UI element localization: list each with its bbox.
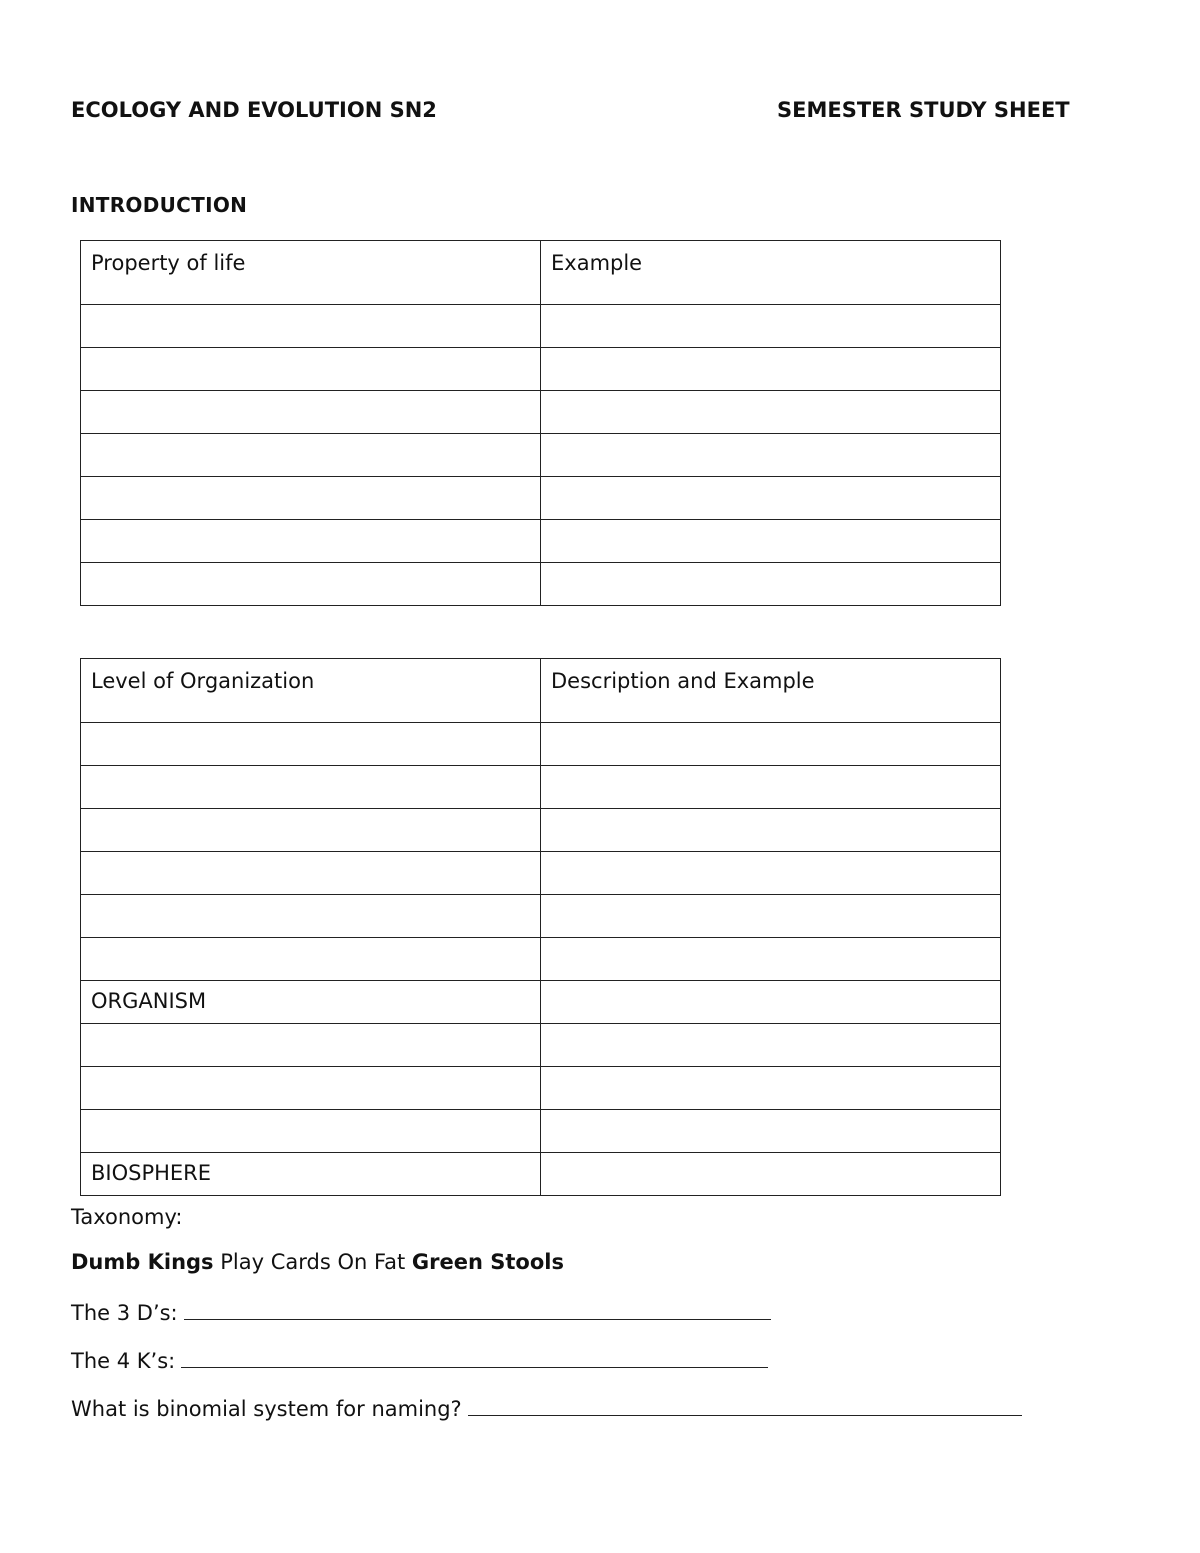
table-cell[interactable]	[81, 723, 541, 766]
table-cell[interactable]	[541, 391, 1001, 434]
table-row	[81, 895, 1001, 938]
column-header: Example	[541, 241, 1001, 305]
table-cell[interactable]	[541, 305, 1001, 348]
answer-blank-binomial[interactable]	[468, 1393, 1022, 1416]
table-header-row	[81, 659, 1001, 723]
table-row	[81, 938, 1001, 981]
table-row	[81, 434, 1001, 477]
table-cell[interactable]	[541, 434, 1001, 477]
table-cell[interactable]	[541, 1067, 1001, 1110]
table-cell[interactable]	[541, 723, 1001, 766]
table-cell[interactable]	[81, 766, 541, 809]
table-cell[interactable]	[541, 1110, 1001, 1153]
table-row	[81, 305, 1001, 348]
question-3ds	[71, 1297, 771, 1325]
column-header: Level of Organization	[81, 659, 541, 723]
properties-of-life-table	[80, 240, 1001, 606]
table-cell-biosphere[interactable]: BIOSPHERE	[81, 1153, 541, 1196]
mnemonic-bold-end: Green Stools	[411, 1250, 564, 1274]
table-cell[interactable]	[81, 434, 541, 477]
table-row	[81, 1067, 1001, 1110]
table-row	[81, 563, 1001, 606]
table-cell[interactable]	[541, 981, 1001, 1024]
taxonomy-mnemonic	[71, 1250, 564, 1274]
table-row	[81, 766, 1001, 809]
question-binomial-label: What is binomial system for naming?	[71, 1397, 462, 1421]
table-row	[81, 852, 1001, 895]
table-row	[81, 1110, 1001, 1153]
table-cell[interactable]	[81, 1110, 541, 1153]
table-cell[interactable]	[81, 1067, 541, 1110]
question-3ds-label: The 3 D’s:	[71, 1301, 178, 1325]
mnemonic-bold-start: Dumb Kings	[71, 1250, 214, 1274]
table-cell[interactable]	[541, 938, 1001, 981]
table-cell[interactable]	[81, 895, 541, 938]
table-cell[interactable]	[81, 563, 541, 606]
table-cell[interactable]	[81, 938, 541, 981]
table-cell[interactable]	[541, 895, 1001, 938]
table-row	[81, 723, 1001, 766]
table-row	[81, 520, 1001, 563]
table-row	[81, 477, 1001, 520]
document-subtitle: SEMESTER STUDY SHEET	[777, 98, 1070, 122]
table-row	[81, 391, 1001, 434]
table-cell[interactable]	[541, 563, 1001, 606]
table-cell[interactable]	[81, 348, 541, 391]
document-title: ECOLOGY AND EVOLUTION SN2	[71, 98, 437, 122]
levels-of-organization-table	[80, 658, 1001, 1196]
table-cell[interactable]	[541, 520, 1001, 563]
table-cell[interactable]	[541, 766, 1001, 809]
table-cell[interactable]	[541, 852, 1001, 895]
mnemonic-plain: Play Cards On Fat	[213, 1250, 412, 1274]
table-row	[81, 809, 1001, 852]
table-cell[interactable]	[541, 809, 1001, 852]
column-header: Property of life	[81, 241, 541, 305]
table-cell[interactable]	[81, 391, 541, 434]
table-cell[interactable]	[81, 520, 541, 563]
question-4ks-label: The 4 K’s:	[71, 1349, 176, 1373]
table-cell[interactable]	[81, 305, 541, 348]
table-cell[interactable]	[541, 348, 1001, 391]
question-binomial	[71, 1393, 1022, 1421]
table-row	[81, 1024, 1001, 1067]
answer-blank-3ds[interactable]	[184, 1297, 771, 1320]
table-cell[interactable]	[81, 477, 541, 520]
table-cell[interactable]	[81, 852, 541, 895]
table-cell[interactable]	[541, 1153, 1001, 1196]
table-cell[interactable]	[81, 809, 541, 852]
section-heading-introduction: INTRODUCTION	[71, 193, 248, 217]
table-header-row	[81, 241, 1001, 305]
answer-blank-4ks[interactable]	[181, 1345, 768, 1368]
table-cell[interactable]	[541, 1024, 1001, 1067]
table-cell-organism[interactable]: ORGANISM	[81, 981, 541, 1024]
taxonomy-label: Taxonomy:	[71, 1205, 183, 1229]
table-row	[81, 1153, 1001, 1196]
column-header: Description and Example	[541, 659, 1001, 723]
question-4ks	[71, 1345, 768, 1373]
table-row	[81, 981, 1001, 1024]
table-cell[interactable]	[81, 1024, 541, 1067]
table-cell[interactable]	[541, 477, 1001, 520]
table-row	[81, 348, 1001, 391]
